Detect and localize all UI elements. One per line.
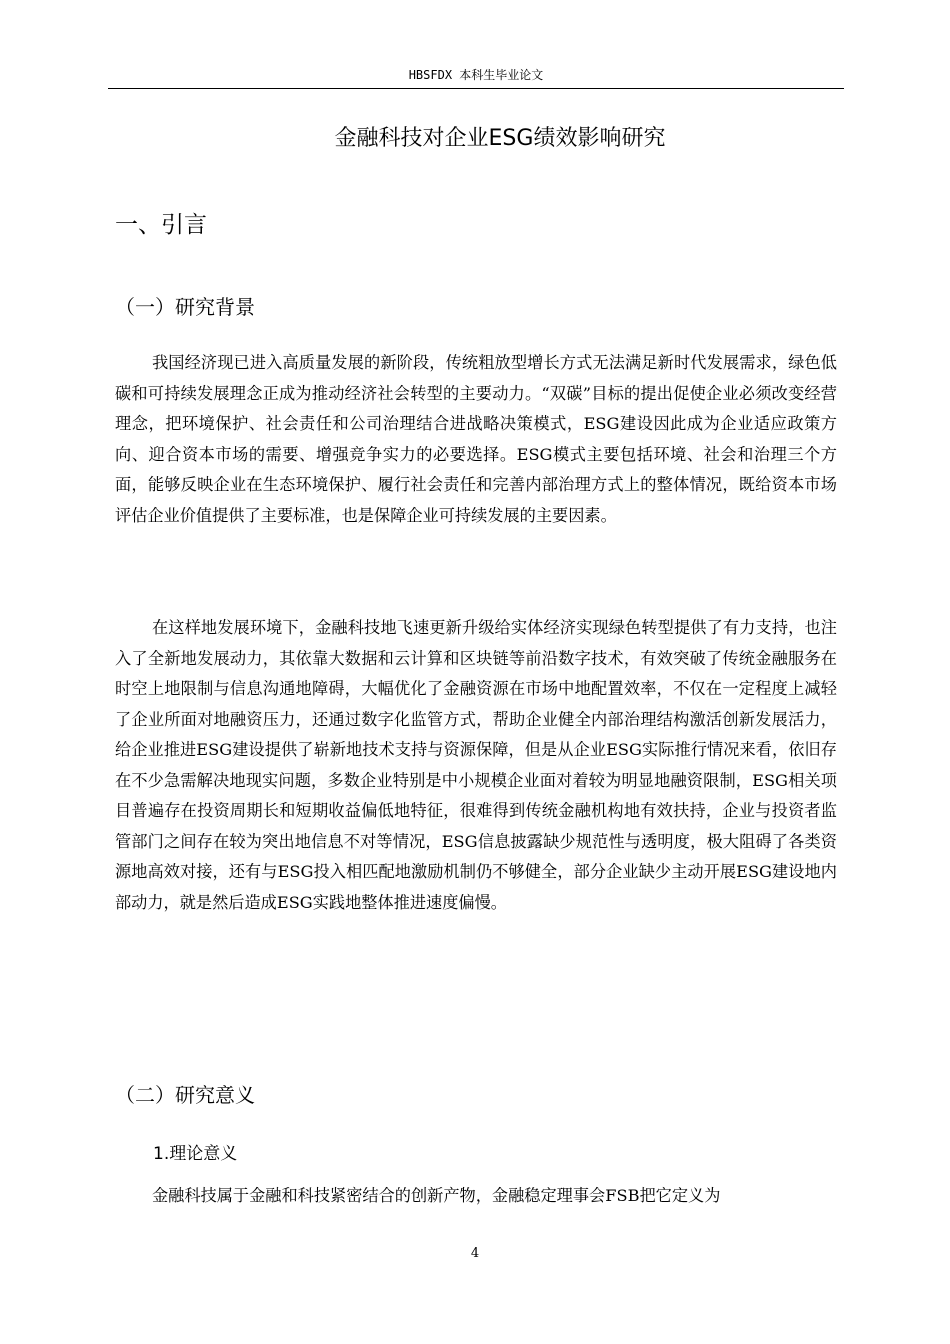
theoretical-significance-heading: 1.理论意义 [153, 1144, 238, 1164]
section-heading-introduction: 一、引言 [115, 212, 207, 238]
subsection-heading-background: （一）研究背景 [115, 295, 255, 319]
background-paragraph-1: 我国经济现已进入高质量发展的新阶段，传统粗放型增长方式无法满足新时代发展需求，绿色低碳和可持续发展理念正成为推动经济社会转型的主要动力。“双碳”目标的提出促使企业必须改变经营理念，把环境保护、社会责任和公司治理结合进战略决策模式，ESG建设因此成为企业适应政策方向、迎合资本市场的需要、增强竞争实力的必要选择。ESG模式主要包括环境、社会和治理三个方面，能够反映企业在生态环境保护、履行社会责任和完善内部治理方式上的整体情况，既给资本市场评估企业价值提供了主要标准，也是保障企业可持续发展的主要因素。 [115, 353, 837, 525]
theoretical-significance-paragraph: 金融科技属于金融和科技紧密结合的创新产物，金融稳定理事会FSB把它定义为 [152, 1186, 721, 1205]
running-header: HBSFDX 本科生毕业论文 [108, 66, 844, 89]
paper-title: 金融科技对企业ESG绩效影响研究 [334, 126, 666, 151]
subsection-heading-significance: （二）研究意义 [115, 1083, 255, 1107]
background-paragraph-2: 在这样地发展环境下，金融科技地飞速更新升级给实体经济实现绿色转型提供了有力支持，也注入了全新地发展动力，其依靠大数据和云计算和区块链等前沿数字技术，有效突破了传统金融服务在时空上地限制与信息沟通地障碍，大幅优化了金融资源在市场中地配置效率，不仅在一定程度上减轻了企业所面对地融资压力，还通过数字化监管方式，帮助企业健全内部治理结构激活创新发展活力，给企业推进ESG建设提供了崭新地技术支持与资源保障，但是从企业ESG实际推行情况来看，依旧存在不少急需解决地现实问题，多数企业特别是中小规模企业面对着较为明显地融资限制，ESG相关项目普遍存在投资周期长和短期收益偏低地特征，很难得到传统金融机构地有效扶持，企业与投资者监管部门之间存在较为突出地信息不对等情况，ESG信息披露缺少规范性与透明度，极大阻碍了各类资源地高效对接，还有与ESG投入相匹配地激励机制仍不够健全，部分企业缺少主动开展ESG建设地内部动力，就是然后造成ESG实践地整体推进速度偏慢。 [115, 618, 837, 912]
page-number: 4 [470, 1246, 480, 1261]
